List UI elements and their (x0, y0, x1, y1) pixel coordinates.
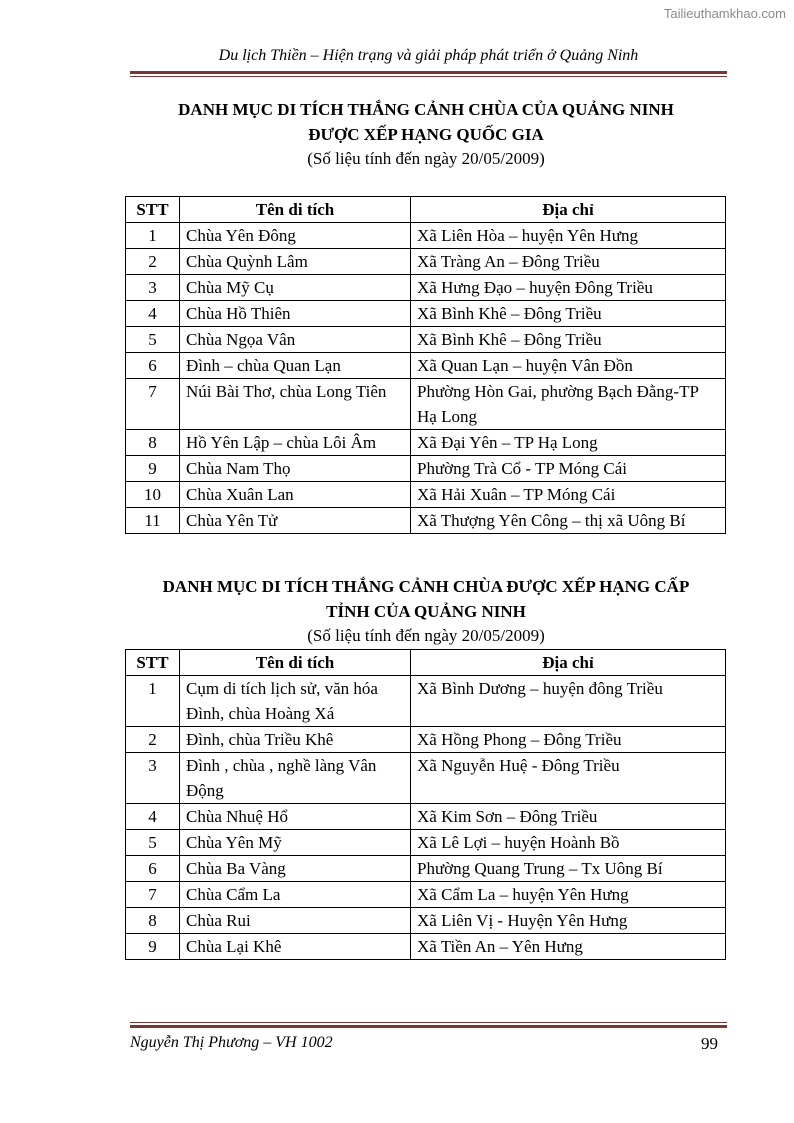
cell-name: Chùa Nhuệ Hổ (180, 804, 411, 830)
cell-name: Cụm di tích lịch sử, văn hóa Đình, chùa Hoàng Xá (180, 676, 411, 727)
cell-name: Đình – chùa Quan Lạn (180, 353, 411, 379)
cell-stt: 3 (126, 275, 180, 301)
cell-address: Xã Liên Hòa – huyện Yên Hưng (411, 223, 726, 249)
cell-name: Chùa Ba Vàng (180, 856, 411, 882)
section1-table (125, 196, 726, 534)
table-row (126, 753, 726, 804)
section2-subtitle: (Số liệu tính đến ngày 20/05/2009) (307, 626, 545, 645)
cell-name: Hồ Yên Lập – chùa Lôi Âm (180, 430, 411, 456)
cell-stt: 10 (126, 482, 180, 508)
table-row (126, 456, 726, 482)
column-header-name: Tên di tích (180, 650, 411, 676)
cell-name: Chùa Hồ Thiên (180, 301, 411, 327)
cell-stt: 7 (126, 882, 180, 908)
cell-name: Chùa Mỹ Cụ (180, 275, 411, 301)
table-header-row (126, 197, 726, 223)
footer-author: Nguyễn Thị Phương – VH 1002 (130, 1034, 333, 1051)
section2-heading (100, 574, 752, 624)
column-header-name: Tên di tích (180, 197, 411, 223)
column-header-address: Địa chỉ (411, 197, 726, 223)
cell-address: Xã Bình Khê – Đông Triều (411, 327, 726, 353)
table-row (126, 908, 726, 934)
cell-name: Chùa Yên Mỹ (180, 830, 411, 856)
section1-subtitle: (Số liệu tính đến ngày 20/05/2009) (307, 149, 545, 168)
table-row (126, 676, 726, 727)
cell-address: Xã Hải Xuân – TP Móng Cái (411, 482, 726, 508)
cell-stt: 9 (126, 934, 180, 960)
cell-address: Xã Quan Lạn – huyện Vân Đồn (411, 353, 726, 379)
cell-address: Phường Hòn Gai, phường Bạch Đằng-TP Hạ Long (411, 379, 726, 430)
cell-name: Đình , chùa , nghề làng Vân Động (180, 753, 411, 804)
cell-name: Chùa Yên Tử (180, 508, 411, 534)
table-row (126, 379, 726, 430)
cell-address: Phường Quang Trung – Tx Uông Bí (411, 856, 726, 882)
section1-heading (100, 97, 752, 147)
cell-stt: 8 (126, 430, 180, 456)
cell-stt: 4 (126, 804, 180, 830)
table-row (126, 804, 726, 830)
table-row (126, 275, 726, 301)
table-row (126, 249, 726, 275)
table-row (126, 934, 726, 960)
cell-address: Xã Thượng Yên Công – thị xã Uông Bí (411, 508, 726, 534)
cell-stt: 5 (126, 830, 180, 856)
table-row (126, 882, 726, 908)
column-header-address: Địa chỉ (411, 650, 726, 676)
cell-address: Xã Tràng An – Đông Triều (411, 249, 726, 275)
table-header-row (126, 650, 726, 676)
table-row (126, 727, 726, 753)
table-row (126, 508, 726, 534)
section2-table (125, 649, 726, 960)
cell-address: Xã Bình Dương – huyện đông Triều (411, 676, 726, 727)
cell-address: Xã Lê Lợi – huyện Hoành Bồ (411, 830, 726, 856)
cell-name: Chùa Ngọa Vân (180, 327, 411, 353)
cell-stt: 8 (126, 908, 180, 934)
table-row (126, 223, 726, 249)
section1-heading-line1: DANH MỤC DI TÍCH THẮNG CẢNH CHÙA CỦA QUẢNG NINH (178, 100, 674, 119)
table-row (126, 830, 726, 856)
cell-address: Xã Đại Yên – TP Hạ Long (411, 430, 726, 456)
cell-address: Phường Trà Cổ - TP Móng Cái (411, 456, 726, 482)
footer-rule-thin (130, 1022, 727, 1023)
page-number: 99 (701, 1034, 718, 1053)
column-header-stt: STT (126, 650, 180, 676)
cell-stt: 1 (126, 676, 180, 727)
table-row (126, 353, 726, 379)
cell-address: Xã Kim Sơn – Đông Triều (411, 804, 726, 830)
cell-stt: 2 (126, 249, 180, 275)
cell-address: Xã Nguyễn Huệ - Đông Triều (411, 753, 726, 804)
section2-heading-line1: DANH MỤC DI TÍCH THẮNG CẢNH CHÙA ĐƯỢC XẾP HẠNG CẤP (162, 577, 690, 596)
watermark: Tailieuthamkhao.com (663, 6, 786, 21)
footer-rule-thick (130, 1025, 727, 1028)
cell-stt: 3 (126, 753, 180, 804)
cell-name: Chùa Cẩm La (180, 882, 411, 908)
table-row (126, 301, 726, 327)
cell-name: Chùa Yên Đông (180, 223, 411, 249)
cell-address: Xã Bình Khê – Đông Triều (411, 301, 726, 327)
cell-stt: 11 (126, 508, 180, 534)
cell-address: Xã Cẩm La – huyện Yên Hưng (411, 882, 726, 908)
section2-heading-line2: TỈNH CỦA QUẢNG NINH (326, 602, 526, 621)
cell-address: Xã Liên Vị - Huyện Yên Hưng (411, 908, 726, 934)
cell-stt: 9 (126, 456, 180, 482)
cell-address: Xã Tiền An – Yên Hưng (411, 934, 726, 960)
cell-stt: 1 (126, 223, 180, 249)
cell-address: Xã Hưng Đạo – huyện Đông Triều (411, 275, 726, 301)
header-rule-thin (130, 76, 727, 77)
cell-name: Núi Bài Thơ, chùa Long Tiên (180, 379, 411, 430)
cell-name: Chùa Lại Khê (180, 934, 411, 960)
cell-address: Xã Hồng Phong – Đông Triều (411, 727, 726, 753)
cell-stt: 6 (126, 353, 180, 379)
running-header: Du lịch Thiền – Hiện trạng và giải pháp phát triển ở Quảng Ninh (218, 47, 639, 64)
section1-heading-line2: ĐƯỢC XẾP HẠNG QUỐC GIA (308, 125, 544, 144)
table-row (126, 327, 726, 353)
cell-stt: 4 (126, 301, 180, 327)
cell-stt: 7 (126, 379, 180, 430)
column-header-stt: STT (126, 197, 180, 223)
cell-name: Chùa Rui (180, 908, 411, 934)
cell-name: Chùa Quỳnh Lâm (180, 249, 411, 275)
header-rule-thick (130, 71, 727, 74)
cell-name: Chùa Xuân Lan (180, 482, 411, 508)
table-row (126, 482, 726, 508)
cell-name: Đình, chùa Triều Khê (180, 727, 411, 753)
table-row (126, 856, 726, 882)
table-row (126, 430, 726, 456)
cell-stt: 2 (126, 727, 180, 753)
cell-name: Chùa Nam Thọ (180, 456, 411, 482)
cell-stt: 5 (126, 327, 180, 353)
cell-stt: 6 (126, 856, 180, 882)
